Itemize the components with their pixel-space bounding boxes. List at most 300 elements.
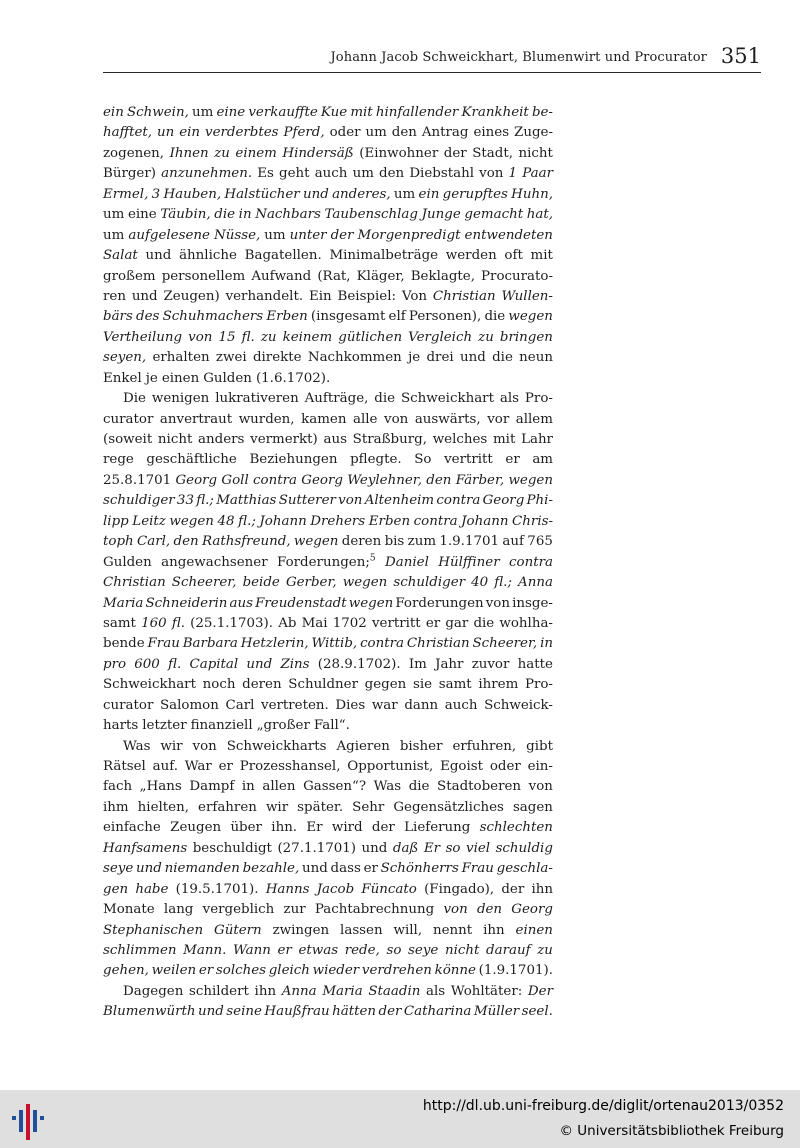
word: Zins bbox=[280, 656, 310, 672]
word: schuldiger bbox=[103, 493, 175, 509]
word: in bbox=[238, 207, 252, 223]
text-line bbox=[103, 655, 553, 675]
word: von bbox=[485, 595, 510, 611]
word: auswärts, bbox=[414, 411, 481, 427]
word: anderes, bbox=[332, 186, 391, 202]
word: geschäftliche bbox=[146, 452, 237, 468]
word: ihn bbox=[254, 983, 277, 999]
word: erfuhren, bbox=[452, 738, 517, 754]
word: zogenen, bbox=[103, 145, 165, 161]
word: Nüsse, bbox=[213, 227, 261, 243]
word: Die bbox=[123, 391, 146, 407]
word: weilen bbox=[151, 963, 197, 979]
word: bis bbox=[384, 534, 405, 550]
word: Erben bbox=[368, 513, 411, 529]
word: seyen, bbox=[103, 350, 147, 366]
word: kamen bbox=[301, 411, 347, 427]
word: „großer bbox=[256, 718, 310, 734]
text-line bbox=[103, 1002, 553, 1022]
text-line bbox=[103, 450, 553, 470]
word: verkauffte bbox=[248, 105, 318, 120]
word: einen bbox=[161, 370, 200, 386]
word: niemanden bbox=[164, 861, 240, 877]
word: einem bbox=[235, 145, 277, 161]
word: Gerber, bbox=[285, 575, 337, 591]
word: Procurato- bbox=[481, 268, 553, 284]
word: bezahle, bbox=[242, 861, 300, 877]
word: Pachtabrechnung bbox=[314, 902, 435, 918]
word: er bbox=[425, 615, 441, 631]
word: um bbox=[264, 227, 286, 243]
text-line bbox=[103, 491, 553, 511]
word: werden bbox=[445, 248, 497, 264]
text-line bbox=[103, 900, 553, 920]
word: ihrem bbox=[478, 677, 519, 693]
word: Färber, bbox=[455, 472, 505, 488]
word: Carl bbox=[225, 697, 255, 713]
word: (28.9.1702). bbox=[317, 656, 401, 672]
word: er bbox=[198, 963, 214, 979]
word: und bbox=[145, 248, 172, 264]
text-line bbox=[103, 573, 553, 593]
text-line bbox=[103, 798, 553, 818]
word: Dampf bbox=[189, 779, 235, 795]
word: Maria bbox=[322, 983, 363, 999]
word: toph bbox=[103, 534, 134, 550]
word: hatte bbox=[517, 656, 553, 672]
word: lang bbox=[163, 902, 194, 918]
word: Opportunist, bbox=[347, 759, 434, 774]
word: Rathsfreund, bbox=[201, 534, 291, 550]
word: Gegensätzliches bbox=[393, 799, 504, 815]
word: Hülffiner bbox=[438, 554, 500, 570]
copyright-notice: © Universitätsbibliothek Freiburg bbox=[559, 1123, 784, 1139]
word: samt bbox=[438, 677, 472, 693]
word: um bbox=[103, 227, 125, 243]
text-line bbox=[103, 430, 553, 450]
word: Sehr bbox=[352, 799, 385, 815]
word: Diebstahl bbox=[409, 166, 474, 182]
word: darauf bbox=[486, 942, 531, 958]
word: pflegte. bbox=[350, 452, 402, 468]
word: Er bbox=[306, 820, 323, 836]
word: Phi- bbox=[526, 493, 553, 509]
word: vor bbox=[487, 411, 510, 427]
word: wir bbox=[265, 799, 289, 815]
word: curator bbox=[103, 697, 154, 713]
word: 25.8.1701 bbox=[103, 472, 172, 488]
word: Scheerer, bbox=[171, 575, 237, 591]
word: rege bbox=[103, 452, 134, 468]
word: von bbox=[338, 493, 363, 509]
word: 40 bbox=[471, 575, 489, 591]
word: vertritt bbox=[444, 452, 493, 468]
word: hat, bbox=[526, 207, 553, 223]
word: Wittib, bbox=[311, 636, 358, 652]
word: auch bbox=[314, 166, 348, 182]
word: zu bbox=[537, 942, 553, 958]
word: zum bbox=[407, 534, 437, 550]
word: deren bbox=[341, 534, 382, 550]
word: Gulden bbox=[203, 370, 252, 386]
word: am bbox=[532, 452, 553, 468]
word: und bbox=[246, 656, 273, 672]
word: Müller bbox=[473, 1004, 520, 1020]
word: aus bbox=[323, 432, 347, 447]
word: Georg bbox=[511, 902, 553, 918]
word: Paar bbox=[522, 166, 553, 182]
page-number: 351 bbox=[720, 44, 761, 68]
word: Zeugen) bbox=[163, 288, 220, 304]
word: Goll bbox=[221, 472, 249, 488]
footer-bar bbox=[0, 1090, 800, 1148]
source-link[interactable]: http://dl.ub.uni-freiburg.de/diglit/ortenau2013/0352 bbox=[422, 1098, 784, 1114]
word: elf bbox=[388, 309, 406, 325]
word: und bbox=[361, 840, 388, 856]
text-line bbox=[103, 634, 553, 654]
word: Lahr bbox=[521, 432, 553, 447]
word: alle bbox=[353, 411, 378, 427]
word: lukrativeren bbox=[215, 391, 299, 407]
word: Jacob bbox=[316, 881, 355, 897]
word: vertreten. bbox=[261, 697, 329, 713]
word: er bbox=[363, 861, 378, 877]
word: zur bbox=[283, 902, 306, 918]
word: den bbox=[391, 125, 417, 141]
word: wegen bbox=[169, 513, 214, 529]
word: ihn bbox=[531, 881, 553, 897]
word: vertritt bbox=[371, 615, 421, 631]
word: viel bbox=[466, 840, 491, 856]
word: deren bbox=[242, 677, 282, 693]
word: der bbox=[501, 881, 525, 897]
word: Bürger) bbox=[103, 166, 156, 182]
text-line bbox=[103, 389, 553, 409]
word: fach bbox=[103, 779, 133, 795]
word: Krankheit bbox=[461, 105, 529, 120]
word: schuldiger bbox=[393, 575, 466, 591]
word: wohlha- bbox=[499, 615, 553, 631]
word: Schweickhart bbox=[103, 677, 196, 693]
text-line bbox=[103, 839, 553, 859]
word: und bbox=[131, 288, 158, 304]
word: 765 bbox=[527, 534, 553, 550]
word: Hanfsamens bbox=[103, 840, 188, 856]
word: Blumenwürth bbox=[103, 1004, 196, 1020]
word: hafftet, bbox=[103, 125, 153, 141]
word: fl.; bbox=[196, 493, 214, 509]
word: rede, bbox=[344, 942, 380, 958]
word: und bbox=[197, 1004, 224, 1020]
word: gerupftes bbox=[442, 186, 508, 202]
word: oder bbox=[489, 759, 521, 774]
word: Straßburg, bbox=[352, 432, 427, 447]
word: Barbara bbox=[182, 636, 238, 652]
word: er bbox=[277, 942, 292, 958]
word: (1.6.1702). bbox=[255, 370, 331, 386]
word: Enkel bbox=[103, 370, 142, 386]
word: allen bbox=[262, 779, 296, 795]
word: Beziehungen bbox=[249, 452, 338, 468]
word: wegen bbox=[508, 309, 553, 325]
word: die bbox=[492, 350, 513, 366]
word: Agieren bbox=[336, 738, 390, 754]
word: vergeblich bbox=[202, 902, 275, 918]
word: Carl, bbox=[136, 534, 171, 550]
word: 3 bbox=[151, 186, 161, 202]
word: er bbox=[218, 759, 233, 774]
word: schildert bbox=[189, 983, 249, 999]
word: Rätsel bbox=[103, 759, 146, 774]
word: solches bbox=[215, 963, 267, 979]
word: die bbox=[408, 779, 430, 795]
word: So bbox=[414, 452, 432, 468]
word: nicht bbox=[518, 145, 553, 161]
word: (Einwohner bbox=[359, 145, 439, 161]
text-line bbox=[103, 410, 553, 430]
word: könne bbox=[434, 963, 476, 979]
word: finanziell bbox=[190, 718, 253, 734]
word: drei bbox=[426, 350, 454, 366]
word: Forderungen bbox=[395, 595, 484, 611]
word: zu bbox=[478, 329, 494, 345]
word: Beklagte, bbox=[410, 268, 475, 284]
text-line bbox=[103, 185, 553, 205]
word: 33 bbox=[176, 493, 194, 509]
word: Georg bbox=[301, 472, 343, 488]
text-line bbox=[103, 164, 553, 184]
word: des bbox=[136, 309, 160, 325]
word: Antrag bbox=[421, 125, 469, 141]
word: fl.; bbox=[494, 575, 512, 591]
word: wieder bbox=[312, 963, 360, 979]
word: Halstücher bbox=[224, 186, 300, 202]
text-line bbox=[103, 696, 553, 716]
word: seye bbox=[408, 942, 439, 958]
word: aufgelesene bbox=[128, 227, 210, 243]
word: Stadtoberen bbox=[437, 779, 522, 795]
word: 48 bbox=[217, 513, 235, 529]
word: Wann bbox=[233, 942, 271, 958]
word: von bbox=[528, 779, 553, 795]
word: entwendeten bbox=[464, 227, 553, 243]
word: den bbox=[426, 472, 452, 488]
word: zwei bbox=[215, 350, 247, 366]
word: zuvor bbox=[471, 656, 510, 672]
word: Schwein, bbox=[126, 105, 189, 120]
word: 1.9.1701 bbox=[439, 534, 500, 550]
word: contra bbox=[360, 636, 405, 652]
word: Hauben, bbox=[163, 186, 222, 202]
word: unter bbox=[289, 227, 327, 243]
word: Schuldner bbox=[288, 677, 358, 693]
word: be- bbox=[531, 105, 553, 120]
word: Huhn, bbox=[511, 186, 553, 202]
word: wir bbox=[160, 738, 183, 754]
word: Schweickhart bbox=[400, 391, 494, 407]
word: bisher bbox=[399, 738, 443, 754]
word: mit bbox=[530, 248, 553, 264]
word: Fall“. bbox=[313, 718, 350, 734]
word: gemacht bbox=[464, 207, 524, 223]
word: die bbox=[484, 309, 506, 325]
word: in bbox=[241, 779, 255, 795]
word: Johann bbox=[461, 513, 509, 529]
word: seye bbox=[103, 861, 134, 877]
word: auf. bbox=[152, 759, 178, 774]
word: ihm bbox=[103, 799, 129, 815]
word: anzunehmen. bbox=[161, 166, 253, 182]
word: 160 bbox=[141, 615, 167, 631]
word: vermerkt) bbox=[250, 432, 318, 447]
word: eine bbox=[127, 207, 157, 223]
word: angewachsener bbox=[161, 554, 268, 570]
word: Schuhmachers bbox=[162, 309, 264, 325]
word: Haußfrau bbox=[264, 1004, 330, 1020]
word: contra bbox=[509, 554, 553, 570]
text-line bbox=[103, 246, 553, 266]
word: oft bbox=[504, 248, 523, 264]
word: Was bbox=[123, 738, 151, 754]
text-line bbox=[103, 328, 553, 348]
word: die bbox=[473, 615, 495, 631]
word: ein- bbox=[527, 759, 553, 774]
word: keinem bbox=[282, 329, 333, 345]
word: geschla- bbox=[496, 861, 553, 877]
word: Es bbox=[257, 166, 274, 182]
word: wegen bbox=[348, 595, 394, 611]
word: (19.5.1701). bbox=[175, 881, 259, 897]
word: fl.; bbox=[238, 513, 256, 529]
ub-freiburg-logo-icon bbox=[8, 1096, 54, 1142]
word: zwingen bbox=[272, 922, 330, 938]
word: Mann. bbox=[183, 942, 227, 958]
word: Scheerer, bbox=[472, 636, 538, 652]
word: Zeugen bbox=[170, 820, 222, 836]
word: Monate bbox=[103, 902, 155, 918]
word: ihn bbox=[483, 922, 505, 938]
word: fl. bbox=[241, 329, 255, 345]
word: fl. bbox=[168, 656, 182, 672]
word: (soweit bbox=[103, 432, 153, 447]
word: noch bbox=[202, 677, 236, 693]
text-line bbox=[103, 716, 553, 736]
word: Füncato bbox=[361, 881, 417, 897]
text-line bbox=[103, 757, 553, 777]
word: Frau bbox=[147, 636, 180, 652]
word: Täubin, bbox=[160, 207, 211, 223]
word: war bbox=[371, 697, 398, 713]
word: gleich bbox=[268, 963, 310, 979]
word: beschuldigt bbox=[192, 840, 272, 856]
word: wurden, bbox=[238, 411, 295, 427]
word: Bagatellen. bbox=[244, 248, 322, 264]
word: Vergleich bbox=[408, 329, 473, 345]
word: anders bbox=[198, 432, 245, 447]
word: Schweickharts bbox=[226, 738, 327, 754]
word: habe bbox=[135, 881, 169, 897]
word: Schneiderin bbox=[145, 595, 228, 611]
word: personellem bbox=[161, 268, 246, 284]
word: in bbox=[540, 636, 553, 652]
word: aus bbox=[229, 595, 253, 611]
text-line bbox=[103, 267, 553, 287]
text-line bbox=[103, 941, 553, 961]
word: den bbox=[379, 166, 405, 182]
word: fl. bbox=[171, 615, 186, 631]
word: Erben bbox=[266, 309, 308, 325]
word: beide bbox=[242, 575, 280, 591]
word: gen bbox=[103, 881, 129, 897]
word: bringen bbox=[499, 329, 553, 345]
word: dann bbox=[404, 697, 439, 713]
word: ihn. bbox=[271, 820, 298, 836]
word: zu bbox=[214, 145, 230, 161]
word: Altenheim bbox=[364, 493, 435, 509]
word: welches bbox=[432, 432, 488, 447]
word: War bbox=[184, 759, 212, 774]
word: Wohltäter: bbox=[450, 983, 523, 999]
word: anvertraut bbox=[159, 411, 233, 427]
word: Gassen“? bbox=[303, 779, 367, 795]
word: nennt bbox=[433, 922, 473, 938]
word: Kue bbox=[320, 105, 348, 120]
word: um bbox=[393, 186, 416, 202]
text-line bbox=[103, 859, 553, 879]
word: Gütern bbox=[214, 922, 262, 938]
word: Ein bbox=[308, 288, 332, 304]
text-line bbox=[103, 614, 553, 634]
word: Dies bbox=[335, 697, 366, 713]
word: Forderungen;$^5$ bbox=[277, 553, 376, 570]
word: Nachbars bbox=[255, 207, 321, 223]
word: später. bbox=[297, 799, 344, 815]
running-head: Johann Jacob Schweickhart, Blumenwirt und Procurator bbox=[330, 50, 707, 65]
word: (1.9.1701). bbox=[478, 963, 553, 979]
word: 1702 bbox=[332, 615, 367, 631]
word: Gulden bbox=[103, 554, 152, 570]
text-line bbox=[103, 307, 553, 327]
word: und bbox=[136, 861, 162, 877]
word: Im bbox=[408, 656, 427, 672]
word: eine bbox=[216, 105, 246, 120]
word: Egoist bbox=[440, 759, 484, 774]
word: Minimalbeträge bbox=[329, 248, 439, 264]
word: der bbox=[330, 227, 354, 243]
word: Pro- bbox=[524, 391, 553, 407]
word: schlimmen bbox=[103, 942, 177, 958]
word: Von bbox=[401, 288, 428, 304]
word: Weylehner, bbox=[347, 472, 422, 488]
text-line bbox=[103, 226, 553, 246]
word: über bbox=[230, 820, 262, 836]
word: ein bbox=[418, 186, 440, 202]
word: bende bbox=[103, 636, 145, 652]
word: von bbox=[192, 738, 217, 754]
word: pro bbox=[103, 656, 127, 672]
word: geht bbox=[279, 166, 310, 182]
word: Ermel, bbox=[103, 186, 149, 202]
word: seel. bbox=[521, 1004, 553, 1020]
page-header bbox=[103, 46, 761, 73]
word: curator bbox=[103, 411, 154, 427]
word: Nachkommen bbox=[307, 350, 402, 366]
word: Chris- bbox=[512, 513, 553, 529]
word: Christian bbox=[103, 575, 166, 591]
word: gar bbox=[445, 615, 469, 631]
word: auch bbox=[444, 697, 478, 713]
word: Was bbox=[373, 779, 402, 795]
